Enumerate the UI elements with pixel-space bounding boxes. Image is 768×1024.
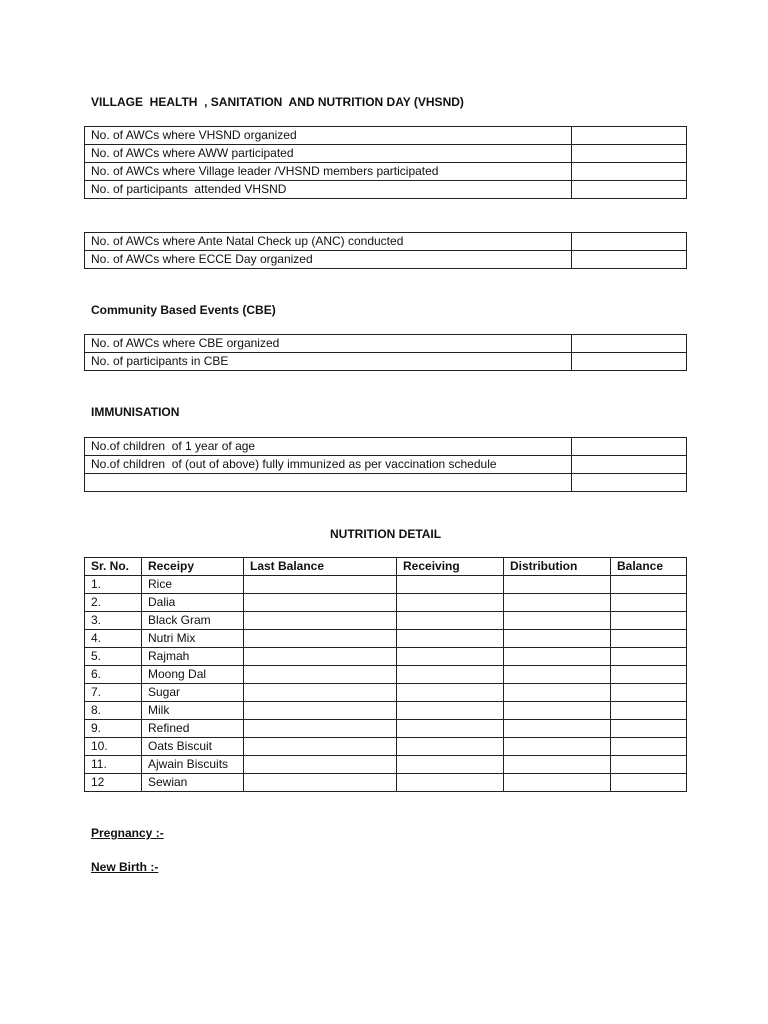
col-receipy: Receipy — [142, 558, 244, 576]
sr-no-cell: 11. — [85, 756, 142, 774]
distribution-cell[interactable] — [504, 738, 611, 756]
vhsnd-row-value[interactable] — [572, 127, 687, 145]
last-balance-cell[interactable] — [244, 684, 397, 702]
receiving-cell[interactable] — [397, 576, 504, 594]
vhsnd-row-value[interactable] — [572, 145, 687, 163]
receiving-cell[interactable] — [397, 684, 504, 702]
sr-no-cell: 6. — [85, 666, 142, 684]
vhsnd-row — [85, 163, 687, 181]
col-balance: Balance — [611, 558, 687, 576]
nutrition-row — [85, 576, 687, 594]
cbe-table — [84, 334, 687, 371]
receiving-cell[interactable] — [397, 756, 504, 774]
sr-no-cell: 9. — [85, 720, 142, 738]
last-balance-cell[interactable] — [244, 630, 397, 648]
distribution-cell[interactable] — [504, 684, 611, 702]
last-balance-cell[interactable] — [244, 648, 397, 666]
distribution-cell[interactable] — [504, 630, 611, 648]
receiving-cell[interactable] — [397, 720, 504, 738]
vhsnd-title: VILLAGE HEALTH , SANITATION AND NUTRITION DAY (VHSND) — [91, 95, 464, 109]
vhsnd-row-label: No. of AWCs where AWW participated — [85, 145, 572, 163]
col-receiving: Receiving — [397, 558, 504, 576]
vhsnd-row — [85, 181, 687, 199]
last-balance-cell[interactable] — [244, 576, 397, 594]
balance-cell[interactable] — [611, 576, 687, 594]
receipy-cell: Dalia — [142, 594, 244, 612]
vhsnd-row — [85, 127, 687, 145]
sr-no-cell: 1. — [85, 576, 142, 594]
balance-cell[interactable] — [611, 702, 687, 720]
distribution-cell[interactable] — [504, 756, 611, 774]
col-distribution: Distribution — [504, 558, 611, 576]
balance-cell[interactable] — [611, 594, 687, 612]
nutrition-row — [85, 756, 687, 774]
immunisation-row — [85, 456, 687, 474]
last-balance-cell[interactable] — [244, 738, 397, 756]
distribution-cell[interactable] — [504, 774, 611, 792]
last-balance-cell[interactable] — [244, 612, 397, 630]
distribution-cell[interactable] — [504, 594, 611, 612]
receiving-cell[interactable] — [397, 702, 504, 720]
receipy-cell: Ajwain Biscuits — [142, 756, 244, 774]
balance-cell[interactable] — [611, 666, 687, 684]
immunisation-row — [85, 438, 687, 456]
cbe-title: Community Based Events (CBE) — [91, 303, 276, 317]
cbe-row-label: No. of AWCs where CBE organized — [85, 335, 572, 353]
sr-no-cell: 5. — [85, 648, 142, 666]
sr-no-cell: 3. — [85, 612, 142, 630]
last-balance-cell[interactable] — [244, 756, 397, 774]
receiving-cell[interactable] — [397, 612, 504, 630]
immunisation-table-body — [85, 438, 687, 492]
balance-cell[interactable] — [611, 612, 687, 630]
balance-cell[interactable] — [611, 720, 687, 738]
vhsnd-table-body — [85, 127, 687, 199]
nutrition-title: NUTRITION DETAIL — [330, 527, 442, 541]
distribution-cell[interactable] — [504, 666, 611, 684]
immunisation-row-label — [85, 474, 572, 492]
receiving-cell[interactable] — [397, 594, 504, 612]
vhsnd-row-label: No. of AWCs where VHSND organized — [85, 127, 572, 145]
receiving-cell[interactable] — [397, 774, 504, 792]
sr-no-cell: 10. — [85, 738, 142, 756]
last-balance-cell[interactable] — [244, 774, 397, 792]
balance-cell[interactable] — [611, 648, 687, 666]
sr-no-cell: 2. — [85, 594, 142, 612]
receipy-cell: Refined — [142, 720, 244, 738]
immunisation-row-label: No.of children of (out of above) fully immunized as per vaccination schedule — [85, 456, 572, 474]
cbe-row — [85, 353, 687, 371]
immunisation-table — [84, 437, 687, 492]
nutrition-row — [85, 666, 687, 684]
nutrition-row — [85, 630, 687, 648]
sr-no-cell: 7. — [85, 684, 142, 702]
distribution-cell[interactable] — [504, 648, 611, 666]
balance-cell[interactable] — [611, 630, 687, 648]
immunisation-row-value[interactable] — [572, 474, 687, 492]
nutrition-row — [85, 738, 687, 756]
sr-no-cell: 4. — [85, 630, 142, 648]
anc-row-label: No. of AWCs where Ante Natal Check up (ANC) conducted — [85, 233, 572, 251]
receiving-cell[interactable] — [397, 738, 504, 756]
last-balance-cell[interactable] — [244, 594, 397, 612]
nutrition-row — [85, 612, 687, 630]
receipy-cell: Nutri Mix — [142, 630, 244, 648]
distribution-cell[interactable] — [504, 612, 611, 630]
immunisation-row-value[interactable] — [572, 438, 687, 456]
col-last-balance: Last Balance — [244, 558, 397, 576]
receipy-cell: Milk — [142, 702, 244, 720]
last-balance-cell[interactable] — [244, 720, 397, 738]
distribution-cell[interactable] — [504, 720, 611, 738]
receiving-cell[interactable] — [397, 666, 504, 684]
receiving-cell[interactable] — [397, 630, 504, 648]
last-balance-cell[interactable] — [244, 666, 397, 684]
cbe-table-body — [85, 335, 687, 371]
cbe-row-value[interactable] — [572, 335, 687, 353]
receipy-cell: Sugar — [142, 684, 244, 702]
immunisation-title: IMMUNISATION — [91, 405, 180, 419]
nutrition-table — [84, 557, 687, 792]
vhsnd-table — [84, 126, 687, 199]
receipy-cell: Moong Dal — [142, 666, 244, 684]
last-balance-cell[interactable] — [244, 702, 397, 720]
cbe-row-label: No. of participants in CBE — [85, 353, 572, 371]
receipy-cell: Oats Biscuit — [142, 738, 244, 756]
cbe-row-value[interactable] — [572, 353, 687, 371]
nutrition-header-row — [85, 558, 687, 576]
vhsnd-row-value[interactable] — [572, 181, 687, 199]
sr-no-cell: 8. — [85, 702, 142, 720]
receipy-cell: Rice — [142, 576, 244, 594]
vhsnd-row-label: No. of participants attended VHSND — [85, 181, 572, 199]
anc-row — [85, 251, 687, 269]
nutrition-row — [85, 684, 687, 702]
receipy-cell: Black Gram — [142, 612, 244, 630]
new-birth-label: New Birth :- — [91, 860, 159, 874]
anc-row-value[interactable] — [572, 251, 687, 269]
nutrition-row — [85, 702, 687, 720]
nutrition-table-body — [85, 576, 687, 792]
anc-row — [85, 233, 687, 251]
receipy-cell: Rajmah — [142, 648, 244, 666]
anc-table-body — [85, 233, 687, 269]
sr-no-cell: 12 — [85, 774, 142, 792]
anc-row-label: No. of AWCs where ECCE Day organized — [85, 251, 572, 269]
distribution-cell[interactable] — [504, 702, 611, 720]
balance-cell[interactable] — [611, 774, 687, 792]
vhsnd-row — [85, 145, 687, 163]
cbe-row — [85, 335, 687, 353]
pregnancy-label: Pregnancy :- — [91, 826, 164, 840]
nutrition-row — [85, 774, 687, 792]
vhsnd-row-value[interactable] — [572, 163, 687, 181]
anc-table — [84, 232, 687, 269]
receiving-cell[interactable] — [397, 648, 504, 666]
vhsnd-row-label: No. of AWCs where Village leader /VHSND members participated — [85, 163, 572, 181]
balance-cell[interactable] — [611, 738, 687, 756]
col-sr-no: Sr. No. — [85, 558, 142, 576]
nutrition-row — [85, 594, 687, 612]
balance-cell[interactable] — [611, 756, 687, 774]
distribution-cell[interactable] — [504, 576, 611, 594]
immunisation-row — [85, 474, 687, 492]
immunisation-row-value[interactable] — [572, 456, 687, 474]
receipy-cell: Sewian — [142, 774, 244, 792]
nutrition-row — [85, 648, 687, 666]
immunisation-row-label: No.of children of 1 year of age — [85, 438, 572, 456]
nutrition-row — [85, 720, 687, 738]
balance-cell[interactable] — [611, 684, 687, 702]
anc-row-value[interactable] — [572, 233, 687, 251]
